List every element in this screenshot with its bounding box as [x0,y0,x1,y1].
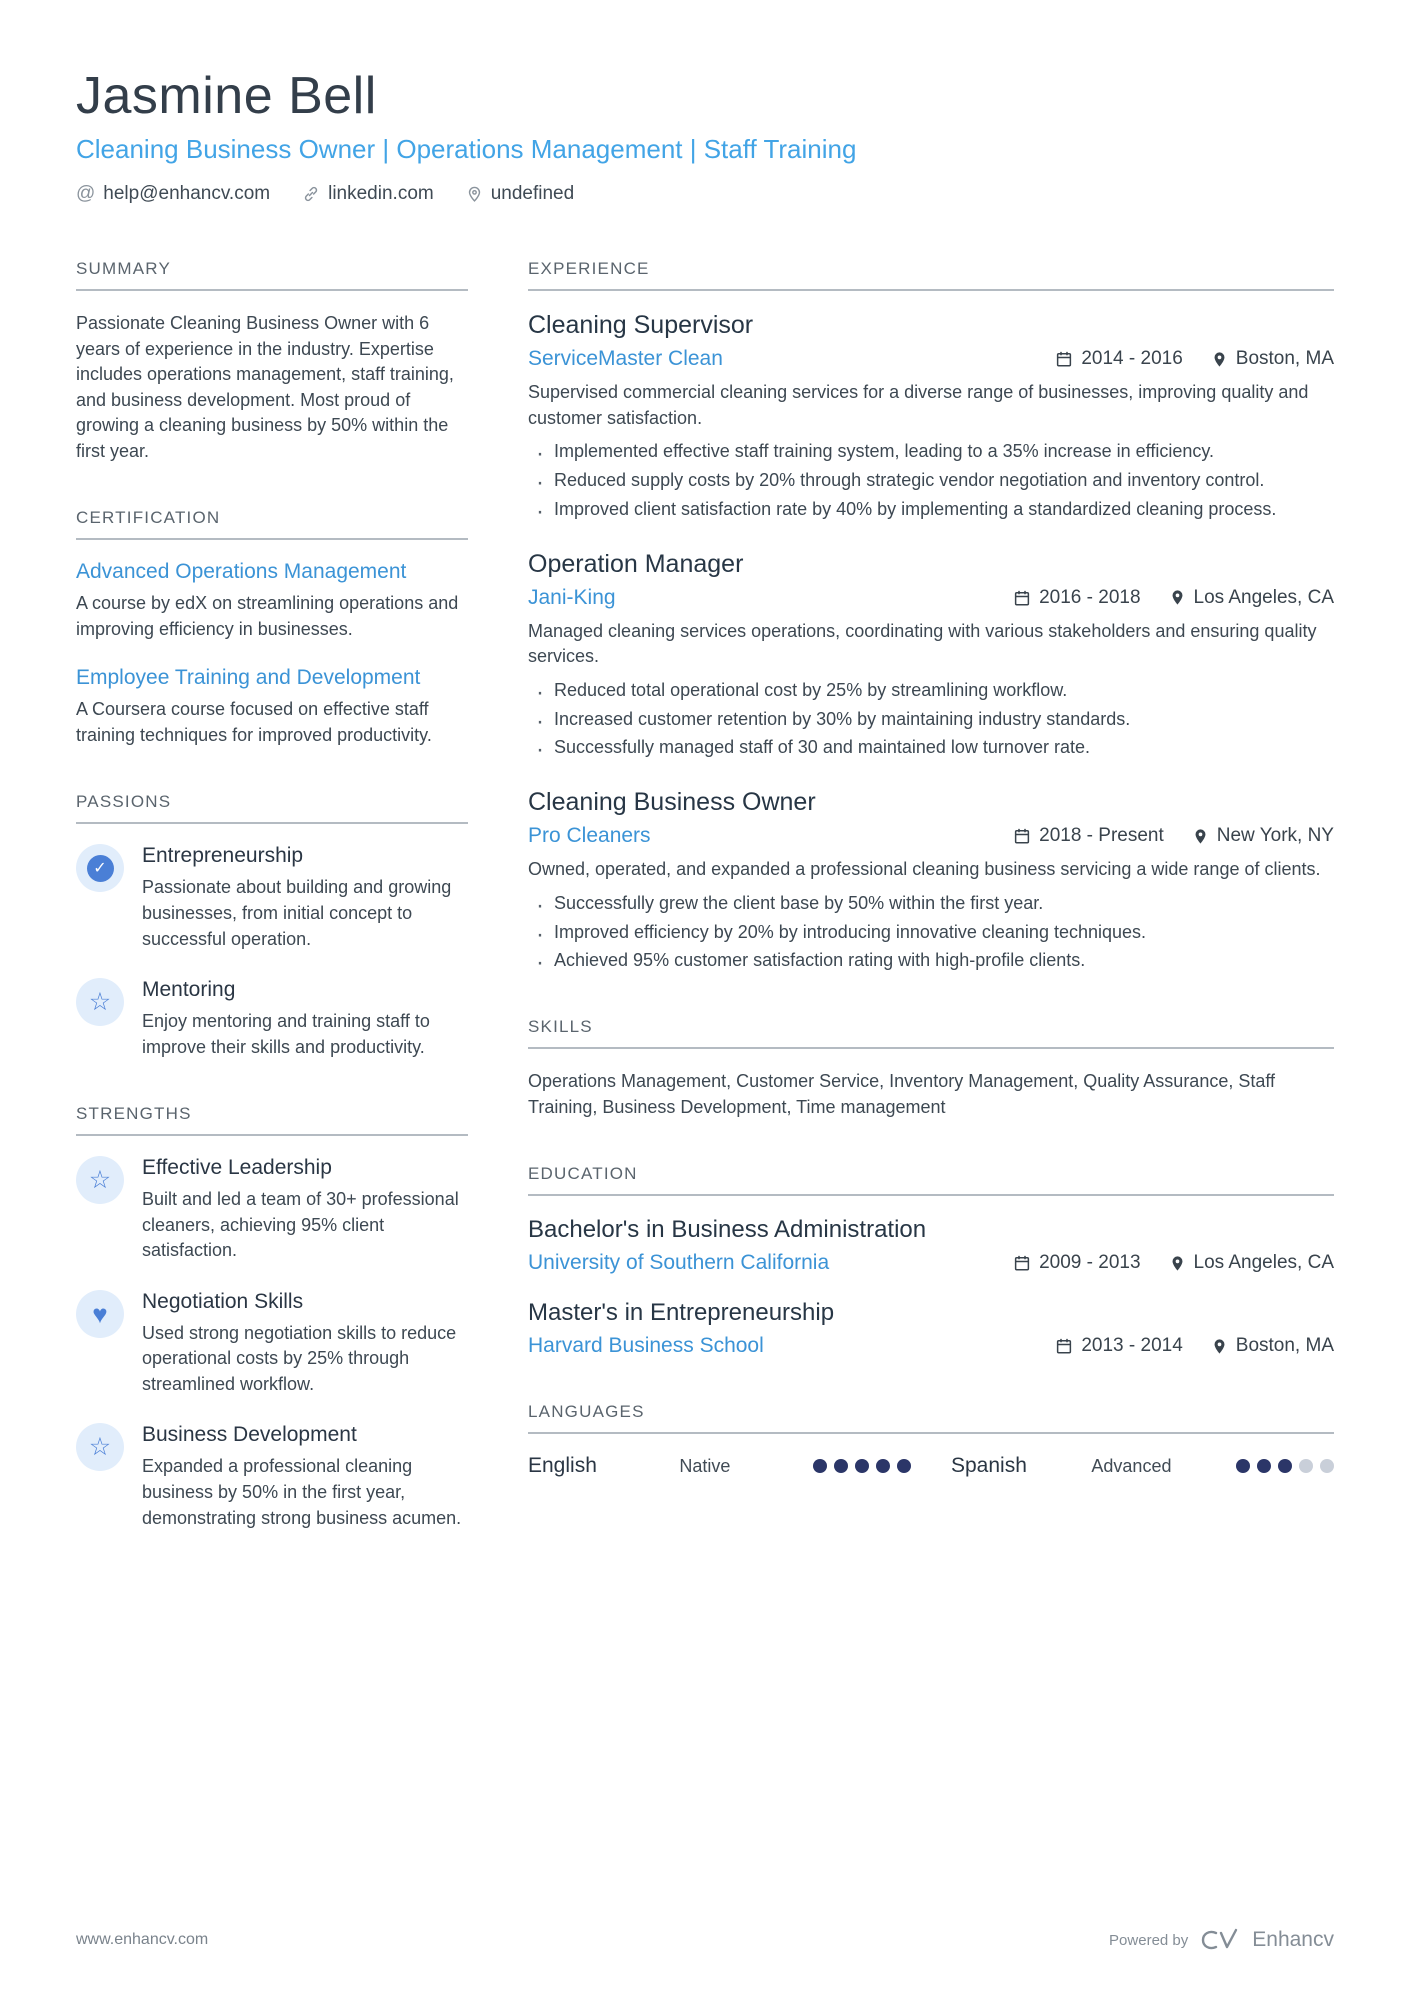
skills-section [528,1017,1334,1120]
pin-icon [1169,1255,1186,1272]
contact-location-text: undefined [490,183,575,204]
strength-desc: Expanded a professional cleaning business by 50% in the first year, demonstrating strong business acumen. [142,1456,462,1528]
certification-heading: CERTIFICATION [76,508,468,540]
education-heading: EDUCATION [528,1164,1334,1196]
languages-heading: LANGUAGES [528,1402,1334,1434]
pin-icon [1211,1338,1228,1355]
page-footer [76,1927,1334,1953]
contact-email-text: help@enhancv.com [103,183,271,204]
languages-row [528,1454,1334,1478]
education-item [528,1299,1334,1358]
passion-desc: Enjoy mentoring and training staff to improve their skills and productivity. [142,1011,430,1057]
education-meta-right [1055,1335,1334,1357]
job-meta-right [1013,825,1334,847]
job-summary: Owned, operated, and expanded a professional cleaning business servicing a wide range of clients. [528,859,1321,880]
job-role: Cleaning Business Owner [528,788,816,817]
education-school: Harvard Business School [528,1334,764,1358]
experience-section [528,259,1334,973]
education-degree: Master's in Entrepreneurship [528,1299,835,1327]
job-meta [528,347,1334,371]
powered-by[interactable] [1109,1927,1334,1953]
experience-item [528,311,1334,522]
calendar-icon [1013,827,1031,845]
certification-desc: A course by edX on streamlining operations and improving efficiency in businesses. [76,593,459,639]
summary-text: Passionate Cleaning Business Owner with 6 years of experience in the industry. Expertise includes operations management, staff training, and business development. Most proud of growing a cleaning business by 50% within the first year. [76,313,454,461]
contact-location [466,183,574,205]
heart-icon: ♥ [76,1290,124,1338]
calendar-icon [1055,1337,1073,1355]
job-summary: Managed cleaning services operations, coordinating with various stakeholders and ensuring quality services. [528,620,1317,667]
experience-item [528,550,1334,761]
certification-title: Employee Training and Development [76,666,421,690]
job-company: Pro Cleaners [528,824,651,848]
job-location: Los Angeles, CA [1169,587,1334,609]
person-name: Jasmine Bell [76,67,377,125]
strength-item [76,1423,468,1531]
star-icon: ☆ [76,978,124,1026]
education-item [528,1216,1334,1275]
resume-header [76,66,1334,205]
strength-body [142,1156,468,1264]
education-location: Los Angeles, CA [1169,1252,1334,1274]
strengths-section [76,1104,468,1531]
passion-body [142,844,468,952]
passion-desc: Passionate about building and growing businesses, from initial concept to successful operation. [142,877,452,949]
experience-item [528,788,1334,973]
summary-heading: SUMMARY [76,259,468,291]
strength-body [142,1423,468,1531]
skills-text: Operations Management, Customer Service, Inventory Management, Quality Assurance, Staff Training, Business Development, Time management [528,1071,1276,1117]
job-bullets [528,678,1334,760]
strength-desc: Built and led a team of 30+ professional cleaners, achieving 95% client satisfaction. [142,1189,459,1261]
star-icon: ☆ [76,1423,124,1471]
location-icon [466,186,483,203]
education-section [528,1164,1334,1358]
job-bullet: · Achieved 95% customer satisfaction rating with high-profile clients. [528,948,1334,973]
link-icon [302,185,320,203]
strength-body [142,1290,468,1398]
pin-icon [1211,351,1228,368]
passion-title: Entrepreneurship [142,844,304,868]
resume-body [76,259,1334,1575]
footer-site-link[interactable]: www.enhancv.com [76,1931,209,1948]
education-school: University of Southern California [528,1251,830,1275]
education-meta [528,1251,1334,1275]
star-icon: ☆ [76,1156,124,1204]
language-proficiency-dots [813,1459,911,1473]
calendar-icon [1013,589,1031,607]
job-role: Cleaning Supervisor [528,311,754,339]
education-meta-right [1013,1252,1334,1274]
passions-section [76,792,468,1060]
job-bullet: · Improved client satisfaction rate by 40% by implementing a standardized cleaning process. [528,497,1334,522]
strength-item [76,1290,468,1398]
passion-item [76,978,468,1060]
job-location: Boston, MA [1211,348,1334,370]
certification-item [76,666,468,748]
job-meta-right [1013,587,1334,609]
education-location: Boston, MA [1211,1335,1334,1357]
job-summary: Supervised commercial cleaning services for a diverse range of businesses, improving quality and customer satisfaction. [528,382,1309,428]
job-dates: 2016 - 2018 [1013,587,1140,609]
passions-heading: PASSIONS [76,792,468,824]
summary-section [76,259,468,464]
languages-section [528,1402,1334,1478]
right-column [528,259,1334,1575]
strength-desc: Used strong negotiation skills to reduce operational costs by 25% through streamlined workflow. [142,1322,457,1394]
language-item [528,1454,911,1478]
job-bullets [528,439,1334,521]
passion-title: Mentoring [142,978,236,1002]
calendar-icon [1055,350,1073,368]
certification-title: Advanced Operations Management [76,560,407,584]
strength-title: Business Development [142,1423,357,1447]
pin-icon [1169,589,1186,606]
education-dates: 2013 - 2014 [1055,1335,1182,1357]
contact-row [76,183,1334,205]
job-company: ServiceMaster Clean [528,347,723,370]
experience-heading: EXPERIENCE [528,259,1334,291]
language-item [951,1454,1334,1478]
pin-icon [1192,828,1209,845]
job-role: Operation Manager [528,549,744,578]
job-dates: 2014 - 2016 [1055,348,1182,370]
certification-item [76,560,468,642]
powered-by-text: Powered by [1109,1931,1189,1949]
job-bullet: · Successfully grew the client base by 50% within the first year. [528,891,1334,916]
certification-section [76,508,468,748]
job-bullet: · Reduced supply costs by 20% through strategic vendor negotiation and inventory control. [528,468,1334,493]
job-bullet: · Successfully managed staff of 30 and maintained low turnover rate. [528,735,1334,760]
education-meta [528,1334,1334,1358]
strength-title: Negotiation Skills [142,1289,304,1313]
strengths-heading: STRENGTHS [76,1104,468,1136]
calendar-icon [1013,1254,1031,1272]
job-bullet: · Increased customer retention by 30% by maintaining industry standards. [528,707,1334,732]
contact-linkedin-text: linkedin.com [328,183,434,204]
language-level: Advanced [1091,1455,1172,1476]
job-bullet: · Improved efficiency by 20% by introducing innovative cleaning techniques. [528,920,1334,945]
education-dates: 2009 - 2013 [1013,1252,1140,1274]
language-level: Native [679,1455,731,1476]
job-meta [528,824,1334,848]
job-bullet: · Reduced total operational cost by 25% by streamlining workflow. [528,678,1334,703]
strength-item [76,1156,468,1264]
job-location: New York, NY [1192,825,1334,847]
passion-body [142,978,468,1060]
skills-heading: SKILLS [528,1017,1334,1049]
education-degree: Bachelor's in Business Administration [528,1216,927,1244]
job-meta [528,586,1334,610]
job-bullet: · Implemented effective staff training system, leading to a 35% increase in efficiency. [528,439,1334,464]
headline: Cleaning Business Owner | Operations Management | Staff Training [76,134,857,164]
strength-title: Effective Leadership [142,1156,332,1180]
brand-name: Enhancv [1252,1928,1334,1951]
at-icon: @ [76,183,96,204]
job-bullets [528,891,1334,973]
enhancv-logo-icon [1200,1927,1240,1953]
job-company: Jani-King [528,585,616,609]
language-name: English [528,1454,597,1478]
check-icon: ✓ [76,844,124,892]
job-dates: 2018 - Present [1013,825,1164,847]
contact-email[interactable] [76,183,270,205]
contact-linkedin[interactable] [302,183,434,205]
passion-item [76,844,468,952]
left-column [76,259,468,1575]
job-meta-right [1055,348,1334,370]
language-name: Spanish [951,1454,1027,1478]
language-proficiency-dots [1236,1459,1334,1473]
certification-desc: A Coursera course focused on effective staff training techniques for improved productivity. [76,699,432,745]
